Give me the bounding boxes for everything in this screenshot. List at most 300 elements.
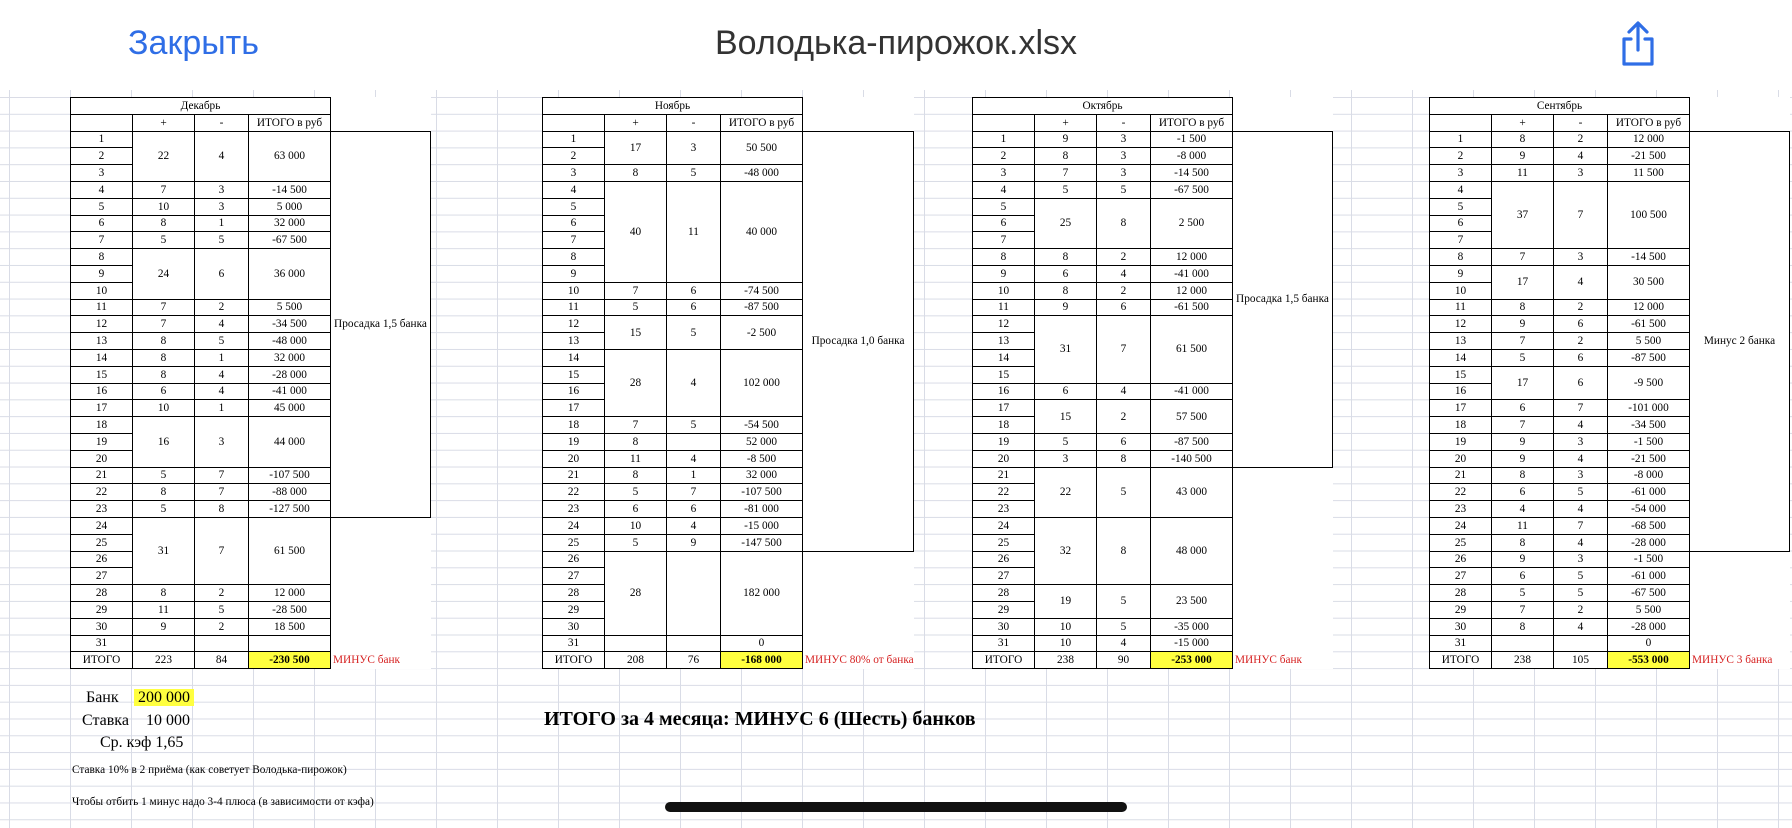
total-label[interactable]: ИТОГО [973,652,1035,669]
sum-cell[interactable]: 11 500 [1608,165,1690,182]
day-cell[interactable]: 20 [71,450,133,467]
minus-cell[interactable]: 6 [1554,349,1608,366]
sum-cell[interactable]: -14 500 [249,181,331,198]
day-cell[interactable]: 2 [1430,148,1492,165]
empty-cell[interactable] [1233,635,1333,652]
plus-cell[interactable]: 8 [1492,534,1554,551]
empty-cell[interactable] [1690,568,1790,585]
sum-cell[interactable]: -48 000 [721,165,803,182]
minus-cell[interactable]: 6 [1554,366,1608,400]
day-cell[interactable]: 1 [543,131,605,148]
minus-cell[interactable]: 3 [1554,433,1608,450]
day-cell[interactable]: 14 [973,349,1035,366]
plus-cell[interactable]: 5 [1492,349,1554,366]
empty-cell[interactable] [1233,98,1333,115]
plus-cell[interactable]: 8 [1035,249,1097,266]
plus-cell[interactable]: 8 [133,349,195,366]
day-cell[interactable]: 1 [71,131,133,148]
sum-cell[interactable]: -101 000 [1608,400,1690,417]
day-cell[interactable]: 23 [973,501,1035,518]
day-cell[interactable]: 14 [543,349,605,366]
minus-cell[interactable]: 3 [1554,249,1608,266]
day-cell[interactable]: 18 [973,417,1035,434]
day-cell[interactable]: 26 [71,551,133,568]
sum-cell[interactable]: -74 500 [721,282,803,299]
minus-cell[interactable]: 5 [1554,585,1608,602]
minus-cell[interactable]: 5 [1097,467,1151,517]
plus-cell[interactable]: 31 [133,517,195,584]
total-sum[interactable]: -253 000 [1151,652,1233,669]
day-cell[interactable]: 20 [973,450,1035,467]
day-cell[interactable]: 22 [543,484,605,501]
plus-cell[interactable]: 5 [605,299,667,316]
sum-cell[interactable]: -28 500 [249,601,331,618]
day-cell[interactable]: 4 [973,181,1035,198]
plus-cell[interactable]: 7 [133,299,195,316]
plus-cell[interactable]: 8 [1492,467,1554,484]
day-cell[interactable]: 11 [543,299,605,316]
day-cell[interactable]: 12 [543,316,605,333]
day-cell[interactable]: 14 [71,349,133,366]
sum-cell[interactable]: -107 500 [721,484,803,501]
sum-cell[interactable]: 48 000 [1151,517,1233,584]
month-result[interactable]: МИНУС банк [333,654,401,667]
minus-cell[interactable]: 5 [1097,585,1151,619]
day-cell[interactable]: 6 [543,215,605,232]
header-plus[interactable]: + [1035,114,1097,131]
day-cell[interactable]: 29 [973,601,1035,618]
day-cell[interactable]: 16 [543,383,605,400]
day-cell[interactable]: 5 [71,198,133,215]
day-cell[interactable]: 5 [973,198,1035,215]
sum-cell[interactable]: -140 500 [1151,450,1233,467]
minus-cell[interactable] [667,551,721,635]
day-cell[interactable]: 27 [973,568,1035,585]
minus-cell[interactable]: 2 [1097,249,1151,266]
minus-cell[interactable]: 2 [195,585,249,602]
plus-cell[interactable]: 11 [1492,517,1554,534]
minus-cell[interactable]: 4 [667,450,721,467]
empty-cell[interactable] [331,618,431,635]
total-sum[interactable]: -230 500 [249,652,331,669]
day-cell[interactable]: 31 [71,635,133,652]
day-cell[interactable]: 9 [973,265,1035,282]
empty-cell[interactable] [1690,98,1790,115]
minus-cell[interactable]: 7 [1097,316,1151,383]
header-minus[interactable]: - [1097,114,1151,131]
plus-cell[interactable] [605,635,667,652]
plus-cell[interactable]: 28 [605,349,667,416]
month-title[interactable]: Сентябрь [1430,98,1690,115]
day-cell[interactable]: 20 [543,450,605,467]
close-button[interactable]: Закрыть [128,24,259,62]
minus-cell[interactable]: 4 [667,517,721,534]
day-cell[interactable]: 10 [543,282,605,299]
minus-cell[interactable]: 4 [195,366,249,383]
share-button[interactable] [1616,20,1660,68]
minus-cell[interactable]: 5 [1554,568,1608,585]
day-cell[interactable]: 25 [71,534,133,551]
day-cell[interactable]: 16 [973,383,1035,400]
empty-cell[interactable] [331,585,431,602]
sum-cell[interactable]: 45 000 [249,400,331,417]
sum-cell[interactable]: -127 500 [249,501,331,518]
minus-cell[interactable]: 3 [667,131,721,165]
plus-cell[interactable]: 8 [1035,148,1097,165]
minus-cell[interactable]: 6 [1554,316,1608,333]
sum-cell[interactable] [249,635,331,652]
month-title[interactable]: Декабрь [71,98,331,115]
sum-cell[interactable]: -35 000 [1151,618,1233,635]
empty-cell[interactable] [1233,534,1333,551]
plus-cell[interactable]: 6 [133,383,195,400]
sum-cell[interactable]: 23 500 [1151,585,1233,619]
day-cell[interactable]: 25 [1430,534,1492,551]
plus-cell[interactable]: 9 [1492,433,1554,450]
minus-cell[interactable]: 3 [1554,551,1608,568]
sum-cell[interactable]: 44 000 [249,417,331,467]
empty-cell[interactable] [331,551,431,568]
day-cell[interactable]: 9 [543,265,605,282]
minus-cell[interactable]: 5 [1554,484,1608,501]
day-cell[interactable]: 6 [1430,215,1492,232]
header-day[interactable] [543,114,605,131]
minus-cell[interactable]: 5 [195,232,249,249]
empty-cell[interactable] [1690,551,1790,568]
minus-cell[interactable]: 4 [195,383,249,400]
sum-cell[interactable]: 5 000 [249,198,331,215]
day-cell[interactable]: 12 [973,316,1035,333]
minus-cell[interactable]: 4 [195,316,249,333]
plus-cell[interactable]: 15 [1035,400,1097,434]
plus-cell[interactable]: 8 [605,433,667,450]
plus-cell[interactable]: 7 [605,417,667,434]
empty-cell[interactable] [1690,635,1790,652]
minus-cell[interactable] [667,433,721,450]
plus-cell[interactable]: 24 [133,249,195,299]
plus-cell[interactable]: 28 [605,551,667,635]
day-cell[interactable]: 25 [543,534,605,551]
plus-cell[interactable]: 9 [1035,299,1097,316]
empty-cell[interactable] [803,568,914,585]
day-cell[interactable]: 28 [973,585,1035,602]
minus-cell[interactable]: 4 [1554,618,1608,635]
plus-cell[interactable]: 5 [1492,585,1554,602]
sum-cell[interactable]: -68 500 [1608,517,1690,534]
plus-cell[interactable]: 17 [1492,366,1554,400]
header-plus[interactable]: + [133,114,195,131]
day-cell[interactable]: 21 [543,467,605,484]
month-title[interactable]: Октябрь [973,98,1233,115]
sum-cell[interactable]: -48 000 [249,333,331,350]
day-cell[interactable]: 17 [973,400,1035,417]
empty-cell[interactable] [803,551,914,568]
sum-cell[interactable]: 32 000 [249,215,331,232]
sum-cell[interactable]: -41 000 [1151,265,1233,282]
minus-cell[interactable]: 4 [1554,148,1608,165]
minus-cell[interactable]: 4 [1097,635,1151,652]
month-result[interactable]: МИНУС банк [1235,654,1303,667]
sum-cell[interactable]: -14 500 [1151,165,1233,182]
header-minus[interactable]: - [667,114,721,131]
sum-cell[interactable]: -67 500 [1608,585,1690,602]
sum-cell[interactable]: -61 500 [1608,316,1690,333]
day-cell[interactable]: 24 [973,517,1035,534]
sum-cell[interactable]: 100 500 [1608,181,1690,248]
plus-cell[interactable]: 7 [1492,417,1554,434]
plus-cell[interactable]: 17 [1492,265,1554,299]
drawdown-note[interactable]: Минус 2 банка [1690,131,1790,551]
day-cell[interactable]: 19 [1430,433,1492,450]
header-day[interactable] [1430,114,1492,131]
empty-cell[interactable] [1233,501,1333,518]
day-cell[interactable]: 11 [71,299,133,316]
sum-cell[interactable]: -9 500 [1608,366,1690,400]
minus-cell[interactable]: 5 [1097,618,1151,635]
drawdown-note[interactable]: Просадка 1,0 банка [803,131,914,551]
header-minus[interactable]: - [1554,114,1608,131]
plus-cell[interactable]: 10 [133,400,195,417]
day-cell[interactable]: 3 [543,165,605,182]
day-cell[interactable]: 18 [71,417,133,434]
minus-cell[interactable]: 2 [195,618,249,635]
minus-cell[interactable]: 6 [195,249,249,299]
day-cell[interactable]: 2 [71,148,133,165]
day-cell[interactable]: 23 [543,501,605,518]
day-cell[interactable]: 3 [71,165,133,182]
minus-cell[interactable]: 4 [1097,383,1151,400]
plus-cell[interactable]: 8 [133,366,195,383]
sum-cell[interactable]: 30 500 [1608,265,1690,299]
empty-cell[interactable] [331,635,431,652]
plus-cell[interactable]: 6 [1492,484,1554,501]
day-cell[interactable]: 19 [543,433,605,450]
day-cell[interactable]: 27 [543,568,605,585]
day-cell[interactable]: 15 [71,366,133,383]
day-cell[interactable]: 29 [71,601,133,618]
minus-cell[interactable]: 2 [1097,400,1151,434]
plus-cell[interactable]: 8 [1492,618,1554,635]
total-plus[interactable]: 238 [1035,652,1097,669]
sum-cell[interactable]: 182 000 [721,551,803,635]
plus-cell[interactable]: 7 [1492,333,1554,350]
sum-cell[interactable]: 12 000 [249,585,331,602]
minus-cell[interactable]: 1 [195,215,249,232]
sum-cell[interactable]: 5 500 [1608,601,1690,618]
plus-cell[interactable]: 5 [605,484,667,501]
day-cell[interactable]: 27 [1430,568,1492,585]
day-cell[interactable]: 13 [71,333,133,350]
header-total[interactable]: ИТОГО в руб [1151,114,1233,131]
sum-cell[interactable]: 0 [1608,635,1690,652]
plus-cell[interactable]: 5 [133,467,195,484]
day-cell[interactable]: 10 [1430,282,1492,299]
minus-cell[interactable]: 6 [667,299,721,316]
minus-cell[interactable]: 3 [1554,165,1608,182]
day-cell[interactable]: 15 [543,366,605,383]
day-cell[interactable]: 6 [71,215,133,232]
drawdown-note[interactable]: Просадка 1,5 банка [1233,131,1333,467]
minus-cell[interactable]: 2 [1554,299,1608,316]
plus-cell[interactable]: 9 [1492,316,1554,333]
header-plus[interactable]: + [605,114,667,131]
plus-cell[interactable] [1492,635,1554,652]
minus-cell[interactable]: 6 [667,501,721,518]
empty-cell[interactable] [803,98,914,115]
plus-cell[interactable]: 5 [1035,433,1097,450]
day-cell[interactable]: 16 [1430,383,1492,400]
sum-cell[interactable]: -28 000 [1608,534,1690,551]
day-cell[interactable]: 3 [1430,165,1492,182]
day-cell[interactable]: 10 [71,282,133,299]
plus-cell[interactable]: 7 [133,181,195,198]
plus-cell[interactable]: 16 [133,417,195,467]
sum-cell[interactable]: 61 500 [249,517,331,584]
minus-cell[interactable]: 2 [1554,601,1608,618]
sum-cell[interactable]: -8 000 [1151,148,1233,165]
plus-cell[interactable]: 7 [133,316,195,333]
sum-cell[interactable]: -2 500 [721,316,803,350]
plus-cell[interactable]: 22 [1035,467,1097,517]
plus-cell[interactable]: 6 [1035,265,1097,282]
sum-cell[interactable]: -15 000 [721,517,803,534]
day-cell[interactable]: 5 [543,198,605,215]
day-cell[interactable]: 29 [1430,601,1492,618]
sum-cell[interactable]: -54 500 [721,417,803,434]
plus-cell[interactable]: 5 [133,232,195,249]
day-cell[interactable]: 25 [973,534,1035,551]
empty-cell[interactable] [803,585,914,602]
header-minus[interactable]: - [195,114,249,131]
plus-cell[interactable]: 8 [1035,282,1097,299]
empty-cell[interactable] [803,618,914,635]
minus-cell[interactable]: 7 [195,517,249,584]
minus-cell[interactable]: 5 [667,417,721,434]
minus-cell[interactable]: 6 [1097,433,1151,450]
day-cell[interactable]: 18 [1430,417,1492,434]
day-cell[interactable]: 14 [1430,349,1492,366]
plus-cell[interactable]: 8 [133,585,195,602]
day-cell[interactable]: 8 [973,249,1035,266]
sum-cell[interactable]: -1 500 [1608,433,1690,450]
minus-cell[interactable]: 5 [667,165,721,182]
day-cell[interactable]: 1 [973,131,1035,148]
day-cell[interactable]: 7 [71,232,133,249]
plus-cell[interactable]: 5 [1035,181,1097,198]
minus-cell[interactable]: 3 [1554,467,1608,484]
empty-cell[interactable] [1233,551,1333,568]
plus-cell[interactable]: 5 [605,534,667,551]
empty-cell[interactable] [331,98,431,115]
plus-cell[interactable]: 7 [1035,165,1097,182]
day-cell[interactable]: 28 [543,585,605,602]
empty-cell[interactable] [1233,618,1333,635]
total-sum[interactable]: -553 000 [1608,652,1690,669]
day-cell[interactable]: 22 [71,484,133,501]
day-cell[interactable]: 13 [543,333,605,350]
day-cell[interactable]: 1 [1430,131,1492,148]
plus-cell[interactable]: 11 [605,450,667,467]
sum-cell[interactable]: 12 000 [1151,249,1233,266]
sum-cell[interactable]: -67 500 [1151,181,1233,198]
empty-cell[interactable] [1233,585,1333,602]
sum-cell[interactable]: -61 000 [1608,568,1690,585]
minus-cell[interactable]: 5 [667,316,721,350]
empty-cell[interactable] [331,534,431,551]
minus-cell[interactable] [1554,635,1608,652]
day-cell[interactable]: 21 [71,467,133,484]
sum-cell[interactable]: -21 500 [1608,148,1690,165]
sum-cell[interactable]: -21 500 [1608,450,1690,467]
sum-cell[interactable]: -54 000 [1608,501,1690,518]
plus-cell[interactable]: 10 [133,198,195,215]
day-cell[interactable]: 23 [1430,501,1492,518]
day-cell[interactable]: 6 [973,215,1035,232]
minus-cell[interactable]: 5 [195,333,249,350]
day-cell[interactable]: 21 [1430,467,1492,484]
day-cell[interactable]: 29 [543,601,605,618]
plus-cell[interactable]: 25 [1035,198,1097,248]
sum-cell[interactable]: -15 000 [1151,635,1233,652]
minus-cell[interactable]: 1 [195,349,249,366]
plus-cell[interactable]: 3 [1035,450,1097,467]
total-label[interactable]: ИТОГО [71,652,133,669]
sum-cell[interactable]: -67 500 [249,232,331,249]
empty-cell[interactable] [1233,114,1333,131]
plus-cell[interactable]: 10 [1035,635,1097,652]
sum-cell[interactable]: -61 500 [1151,299,1233,316]
minus-cell[interactable]: 2 [1554,333,1608,350]
day-cell[interactable]: 4 [71,181,133,198]
minus-cell[interactable]: 1 [195,400,249,417]
sum-cell[interactable]: -8 500 [721,450,803,467]
month-result[interactable]: МИНУС 3 банка [1692,654,1773,667]
sum-cell[interactable]: 12 000 [1608,131,1690,148]
sum-cell[interactable]: 36 000 [249,249,331,299]
empty-cell[interactable] [803,635,914,652]
day-cell[interactable]: 22 [973,484,1035,501]
minus-cell[interactable]: 6 [1097,299,1151,316]
day-cell[interactable]: 2 [973,148,1035,165]
minus-cell[interactable]: 5 [195,601,249,618]
empty-cell[interactable] [1233,601,1333,618]
plus-cell[interactable]: 10 [605,517,667,534]
minus-cell[interactable]: 3 [195,181,249,198]
sum-cell[interactable]: 40 000 [721,181,803,282]
sum-cell[interactable]: -28 000 [249,366,331,383]
sum-cell[interactable]: -107 500 [249,467,331,484]
plus-cell[interactable]: 6 [1492,400,1554,417]
sum-cell[interactable]: -41 000 [249,383,331,400]
minus-cell[interactable]: 8 [195,501,249,518]
plus-cell[interactable] [133,635,195,652]
minus-cell[interactable]: 7 [1554,400,1608,417]
plus-cell[interactable]: 8 [1492,131,1554,148]
sum-cell[interactable]: 52 000 [721,433,803,450]
day-cell[interactable]: 2 [543,148,605,165]
empty-cell[interactable] [1690,601,1790,618]
header-day[interactable] [973,114,1035,131]
day-cell[interactable]: 22 [1430,484,1492,501]
day-cell[interactable]: 17 [71,400,133,417]
day-cell[interactable]: 20 [1430,450,1492,467]
minus-cell[interactable]: 3 [195,417,249,467]
minus-cell[interactable]: 4 [667,349,721,416]
minus-cell[interactable]: 4 [195,131,249,181]
empty-cell[interactable] [1690,585,1790,602]
minus-cell[interactable] [195,635,249,652]
minus-cell[interactable]: 2 [1554,131,1608,148]
